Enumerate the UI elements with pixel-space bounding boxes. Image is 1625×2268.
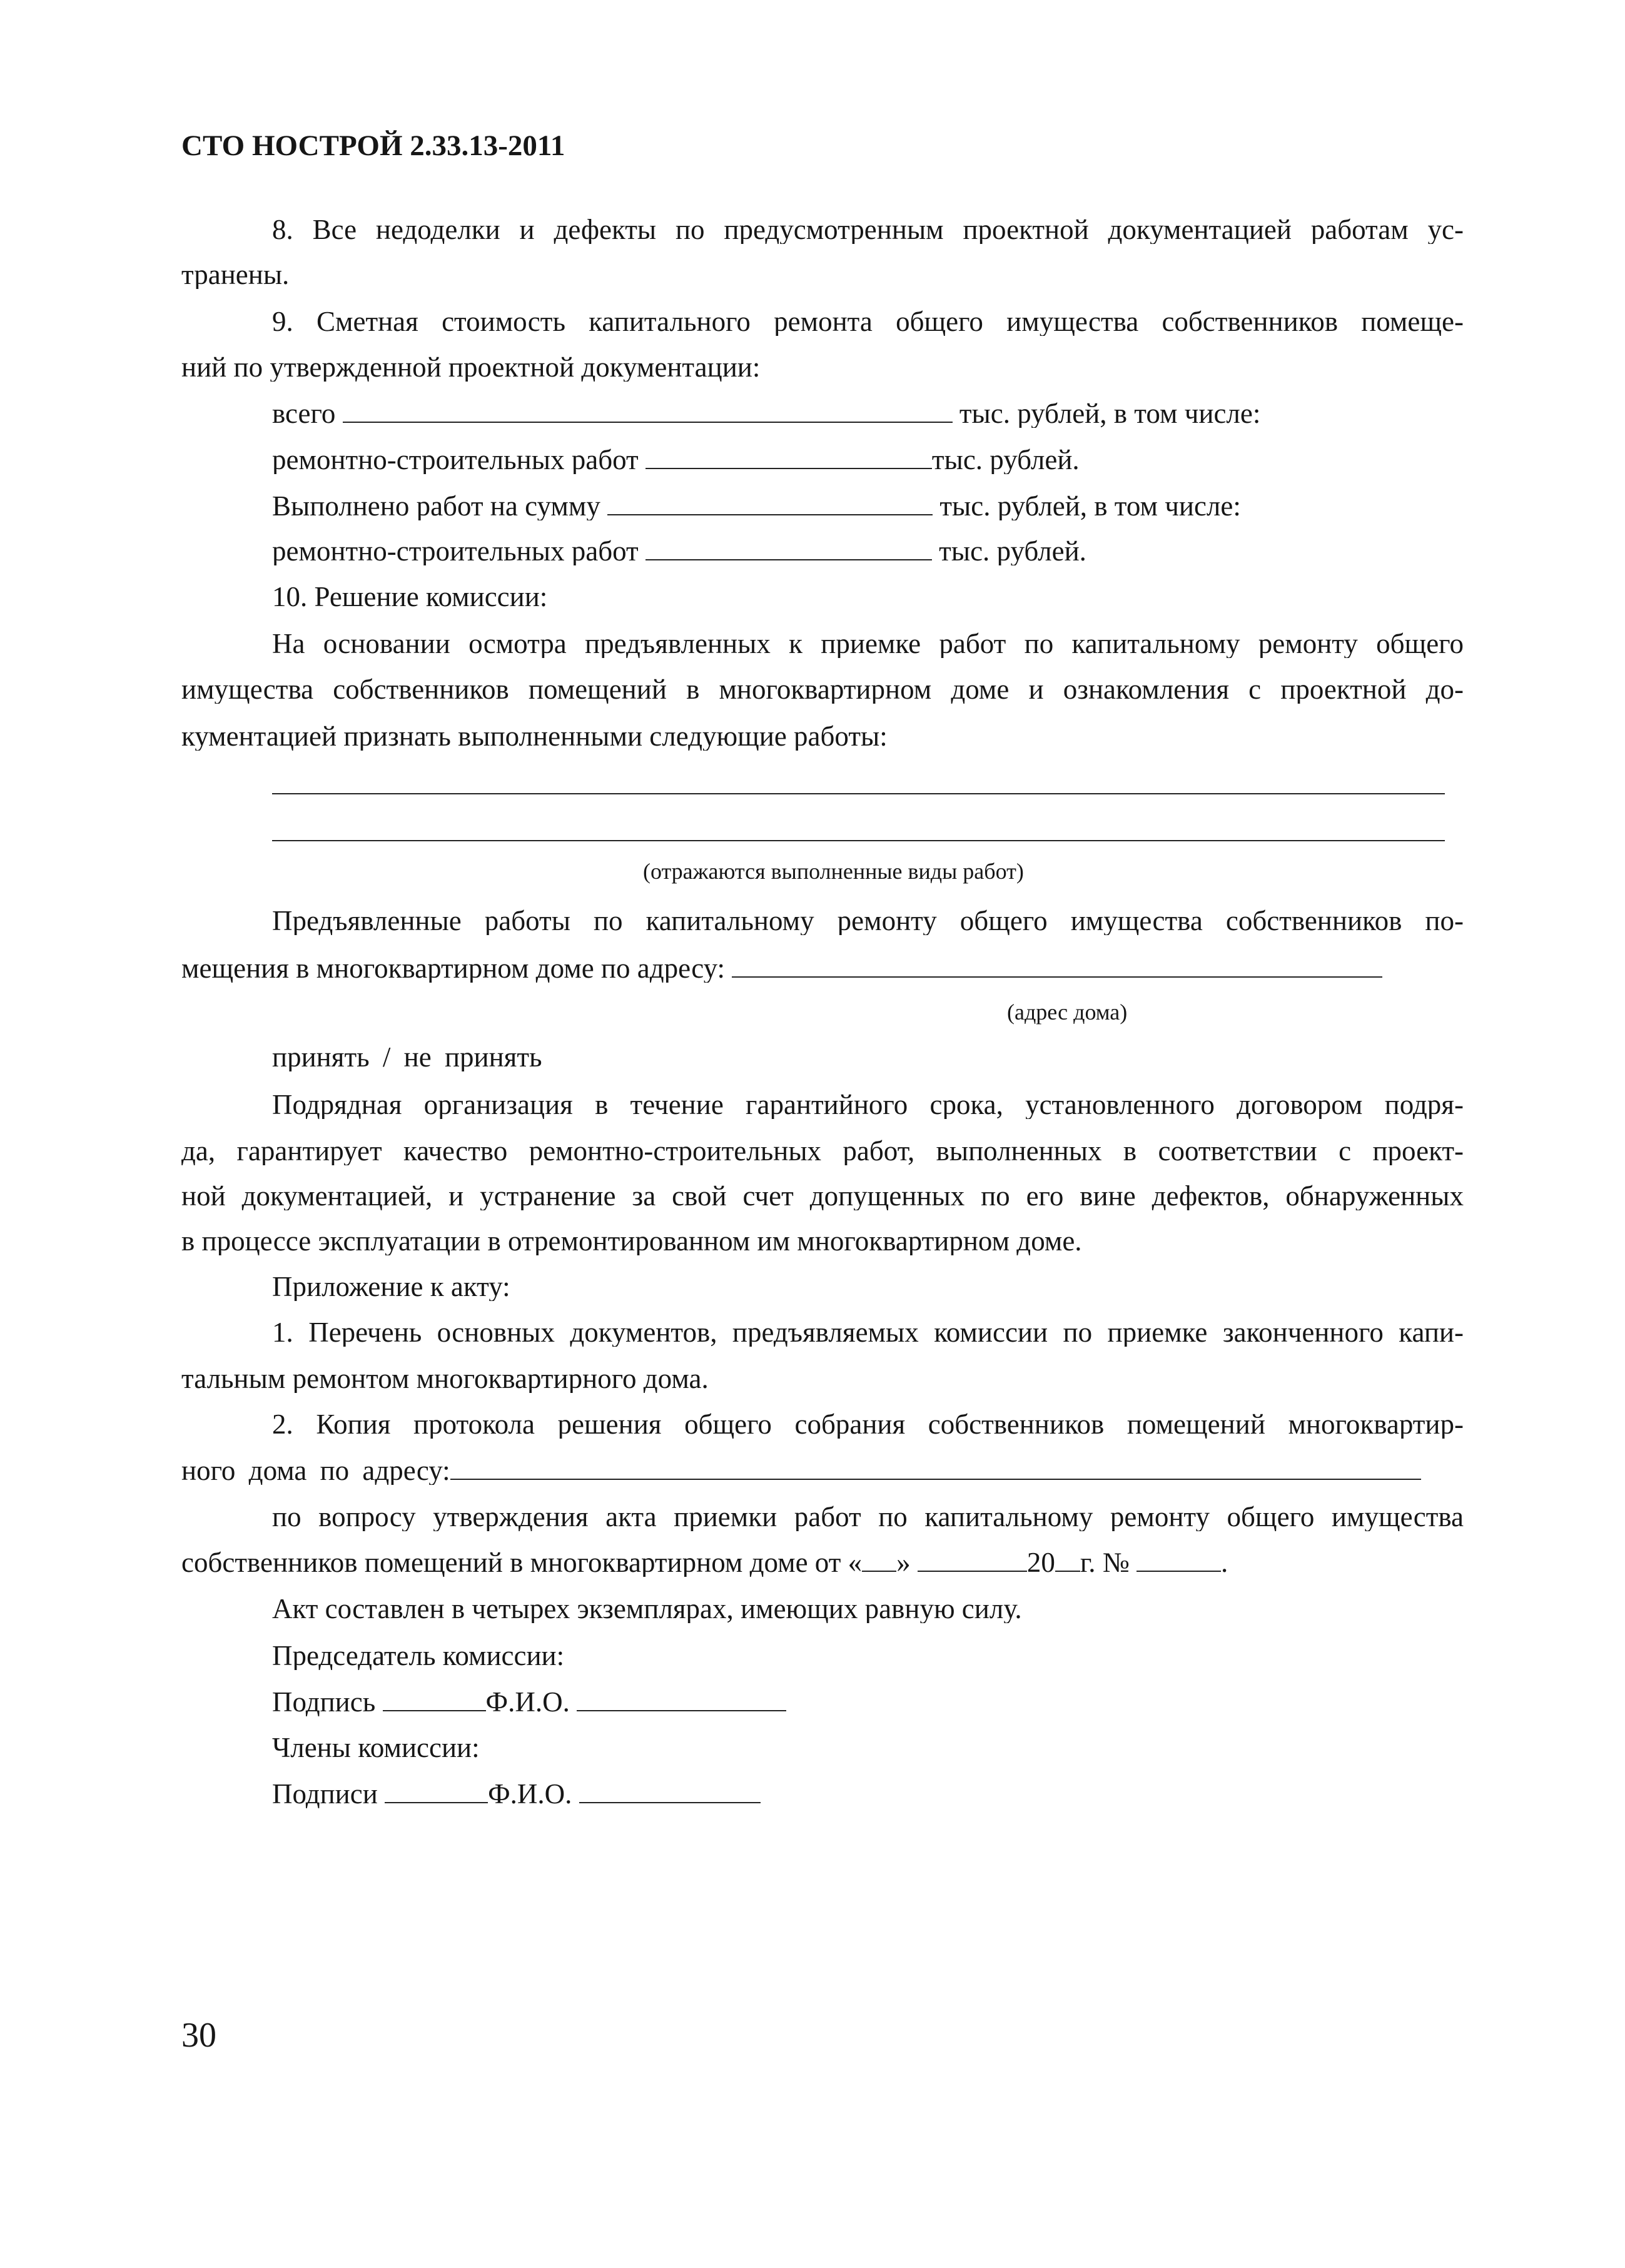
done-repair-label: ремонтно-строительных работ [272,537,645,565]
signatures-label: Подписи [272,1779,385,1808]
address-caption: (адрес дома) [1007,1000,1128,1025]
year-prefix: 20 [1026,1548,1055,1577]
meeting-address-blank [450,1456,1421,1480]
works-blank-line-2 [272,840,1445,841]
fio-label-2: Ф.И.О. [488,1779,579,1808]
members-signature-row [272,1779,1464,1808]
question-line-2 [181,1548,1464,1577]
decision-line-1: На основании осмотра предъявленных к приемке работ по капитальному ремонту общего [272,630,1464,658]
quote-close: » [896,1548,911,1577]
presented-line-1: Предъявленные работы по капитальному ремонту общего имущества собственников по- [272,907,1464,935]
fio-label: Ф.И.О. [485,1688,577,1716]
question-line-2-text: собственников помещений в многоквартирном доме от « [181,1548,863,1577]
chairman-signature-row [272,1688,1464,1716]
decision-line-2: имущества собственников помещений в многоквартирном доме и ознакомления с проектной до- [181,676,1464,704]
signature-blank [383,1688,486,1711]
members-title: Члены комиссии: [272,1734,480,1762]
works-caption: (отражаются выполненные виды работ) [643,859,1024,884]
cost-repair-blank [645,445,932,469]
document-header: СТО НОСТРОЙ 2.33.13-2011 [181,129,565,162]
accept-choice: принять / не принять [272,1043,542,1071]
signature-label: Подпись [272,1688,383,1716]
appendix-title: Приложение к акту: [272,1273,510,1301]
day-blank [862,1548,896,1572]
signatures-blank [385,1779,488,1803]
item-8-line-1: 8. Все недоделки и дефекты по предусмотренным проектной документацией работам ус- [272,216,1464,244]
item-10-title: 10. Решение комиссии: [272,583,548,611]
works-blank-line-1 [272,793,1445,794]
copies-statement: Акт составлен в четырех экземплярах, имеющих равную силу. [272,1595,1022,1623]
appendix-item-2-line-1: 2. Копия протокола решения общего собрания собственников помещений многоквартир- [272,1410,1464,1439]
item-9-line-2: ний по утвержденной проектной документации: [181,353,761,382]
cost-repair-unit: тыс. рублей. [931,445,1080,474]
done-repair-blank [645,537,932,560]
chairman-title: Председатель комиссии: [272,1642,565,1670]
warranty-line-4: в процессе эксплуатации в отремонтированном им многоквартирном доме. [181,1227,1082,1255]
decision-line-3: кументацией признать выполненными следующие работы: [181,722,888,751]
done-repair-row [272,537,1464,565]
presented-line-2 [181,954,1464,983]
presented-line-2-text: мещения в многоквартирном доме по адресу: [181,954,732,983]
appendix-item-1-line-1: 1. Перечень основных документов, предъявляемых комиссии по приемке законченного капи- [272,1319,1464,1347]
done-total-label: Выполнено работ на сумму [272,492,608,520]
question-end: . [1220,1548,1228,1577]
appendix-item-1-line-2: тальным ремонтом многоквартирного дома. [181,1365,709,1393]
question-line-1: по вопросу утверждения акта приемки работ по капитальному ремонту общего имущества [272,1503,1464,1531]
cost-repair-label: ремонтно-строительных работ [272,445,645,474]
cost-repair-row [272,445,1464,474]
address-blank [732,954,1382,978]
appendix-item-2-line-2 [181,1456,1464,1485]
done-total-blank [607,492,933,515]
warranty-line-3: ной документацией, и устранение за свой счет допущенных по его вине дефектов, обнаруженных [181,1182,1464,1210]
month-blank [918,1548,1027,1572]
year-blank [1055,1548,1080,1572]
appendix-item-2-text: ного дома по адресу: [181,1456,450,1485]
done-repair-unit: тыс. рублей. [931,537,1086,565]
protocol-number-blank [1136,1548,1221,1572]
done-total-tail: тыс. рублей, в том числе: [933,492,1241,520]
protocol-number-label: г. № [1080,1548,1130,1577]
warranty-line-2: да, гарантирует качество ремонтно-строительных работ, выполненных в соответствии с проект- [181,1137,1464,1165]
cost-total-tail: тыс. рублей, в том числе: [952,399,1261,428]
item-9-line-1: 9. Сметная стоимость капитального ремонта общего имущества собственников помеще- [272,308,1464,336]
cost-total-row [272,399,1464,428]
warranty-line-1: Подрядная организация в течение гарантийного срока, установленного договором подря- [272,1091,1464,1119]
cost-total-blank [343,399,953,423]
page-number: 30 [181,2016,216,2055]
done-total-row [272,492,1464,520]
cost-total-label: всего [272,399,336,428]
fio-blank [577,1688,786,1711]
item-8-line-2: транены. [181,261,290,289]
fio-blank-2 [579,1779,761,1803]
